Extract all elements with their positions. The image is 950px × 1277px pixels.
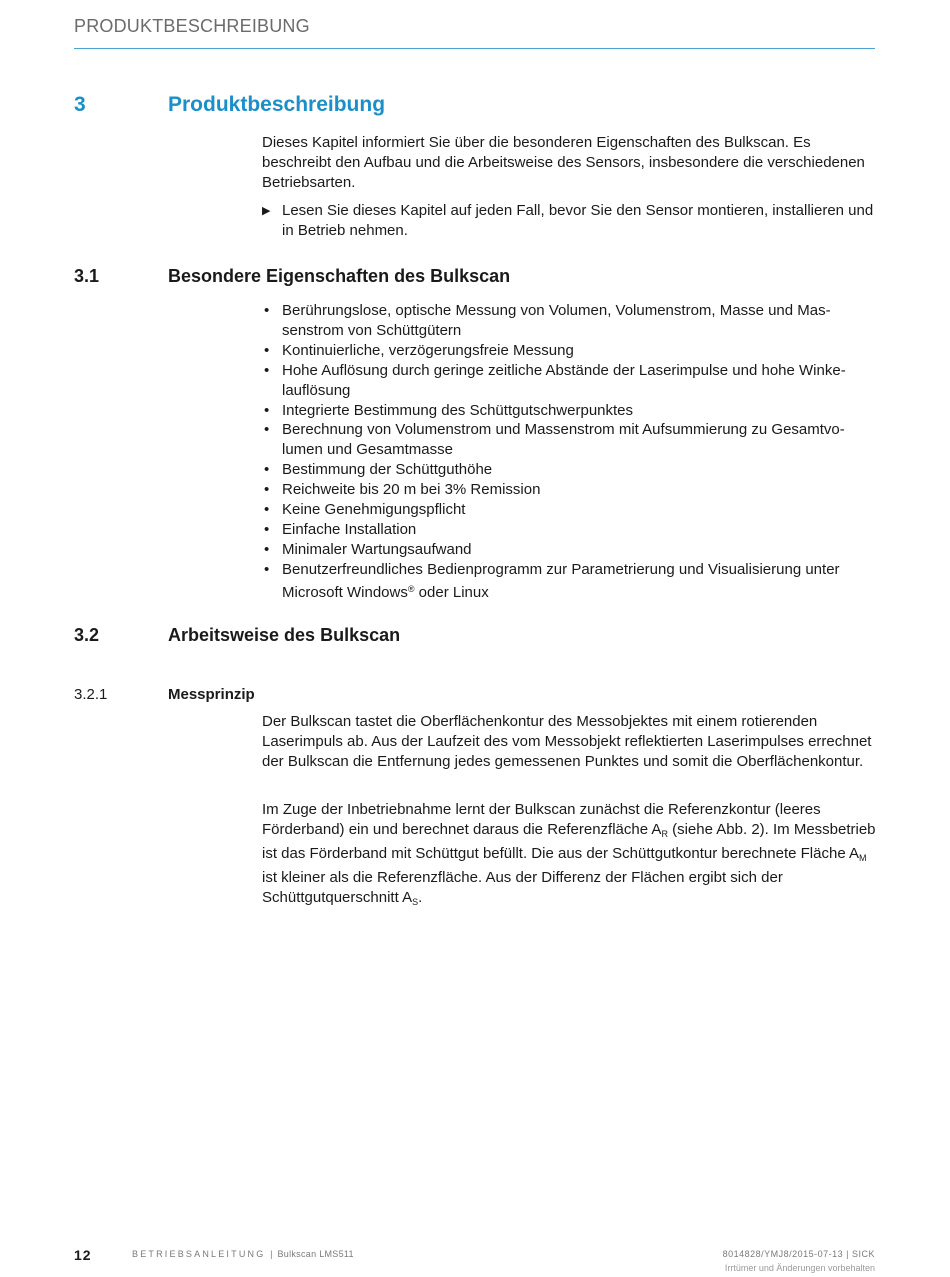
footer-separator: | xyxy=(270,1249,273,1259)
instruction xyxy=(262,201,876,241)
list-item: • Integrierte Bestimmung des Schüttgutschwerpunktes xyxy=(264,401,634,419)
list-item: • Berührungslose, optische Messung von Volumen, Volumenstrom, Masse und Massenstrom von Schüttgütern xyxy=(264,302,831,339)
section-title: Arbeitsweise des Bulkscan xyxy=(168,625,401,645)
chapter-intro-text: Dieses Kapitel informiert Sie über die besonderen Eigenschaften des Bulkscan. Es beschreibt den Aufbau und die Arbeitsweise des Sensors, insbesondere die verschiedenen Betriebsarten. xyxy=(262,134,865,191)
feature-list xyxy=(262,301,876,603)
footer-doc-info xyxy=(132,1249,354,1259)
list-item: • Minimaler Wartungsaufwand xyxy=(264,540,472,558)
bullet-icon: • xyxy=(264,421,270,439)
bullet-icon: • xyxy=(264,461,270,479)
list-item: • Hohe Auflösung durch geringe zeitliche Abstände der Laserimpulse und hohe Winkelauflösung xyxy=(264,361,846,399)
footer-product: Bulkscan LMS511 xyxy=(277,1249,354,1259)
chapter-title: Produktbeschreibung xyxy=(168,93,386,116)
footer-doc-id: 8014828/YMJ8/2015-07-13 | SICK xyxy=(722,1249,875,1259)
chapter-intro xyxy=(262,133,876,193)
subsection-number: 3.2.1 xyxy=(74,686,108,703)
list-item: • Keine Genehmigungspflicht xyxy=(264,501,466,519)
chapter-number: 3 xyxy=(74,93,86,116)
instruction-text: Lesen Sie dieses Kapitel auf jeden Fall, bevor Sie den Sensor montieren, installieren und in Betrieb nehmen. xyxy=(282,202,874,239)
bullet-icon: • xyxy=(264,341,270,359)
list-item: • Einfache Installation xyxy=(264,520,417,538)
list-item: • Kontinuierliche, verzögerungsfreie Messung xyxy=(264,341,574,359)
subsection-title: Messprinzip xyxy=(168,686,255,703)
page-number: 12 xyxy=(74,1247,92,1263)
list-item: • Benutzerfreundliches Bedienprogramm zur Parametrierung und Visualisierung unter Microsoft Windows® oder Linux xyxy=(264,560,840,601)
list-item: • Berechnung von Volumenstrom und Massenstrom mit Aufsummierung zu Gesamtvolumen und Gesamtmasse xyxy=(264,421,845,459)
footer-note: Irrtümer und Änderungen vorbehalten xyxy=(724,1263,875,1273)
bullet-icon: • xyxy=(264,361,270,379)
bullet-icon: • xyxy=(264,520,270,538)
triangle-right-icon: ▶ xyxy=(262,205,271,217)
bullet-icon: • xyxy=(264,481,270,499)
messprinzip-paragraph-2: Im Zuge der Inbetriebnahme lernt der Bulkscan zunächst die Referenzkontur (leeres Förderband) ein und berechnet daraus die Referenzfläche $A_R$ (siehe Abb. 2). Im Messbetrieb ist das Förderband mit Schüttgut befüllt. Die aus der Schüttgutkontur berechnete Fläche $A_M$ ist kleiner als die Referenzfläche. Aus der Differenz der Flächen ergibt sich der Schüttgutquerschnitt $A_S$. xyxy=(262,801,876,907)
running-header: PRODUKTBESCHREIBUNG xyxy=(74,16,310,36)
footer-doc-type: BETRIEBSANLEITUNG xyxy=(132,1249,266,1259)
list-item: • Bestimmung der Schüttguthöhe xyxy=(264,461,493,479)
bullet-icon: • xyxy=(264,302,270,319)
bullet-icon: • xyxy=(264,401,270,419)
header-rule xyxy=(74,48,875,49)
section-number: 3.2 xyxy=(74,625,100,645)
messprinzip-paragraph-1: Der Bulkscan tastet die Oberflächenkontur des Messobjektes mit einem rotierenden Laserimpuls ab. Aus der Laufzeit des vom Messobjekt reflektierten Laserimpulses errechnet der Bulkscan die Entfernung jedes gemessenen Punktes und somit die Oberflächenkontur. xyxy=(262,713,872,770)
bullet-icon: • xyxy=(264,501,270,519)
section-title: Besondere Eigenschaften des Bulkscan xyxy=(168,266,511,286)
list-item: • Reichweite bis 20 m bei 3% Remission xyxy=(264,481,541,499)
bullet-icon: • xyxy=(264,560,270,578)
section-number: 3.1 xyxy=(74,266,100,286)
bullet-icon: • xyxy=(264,540,270,558)
